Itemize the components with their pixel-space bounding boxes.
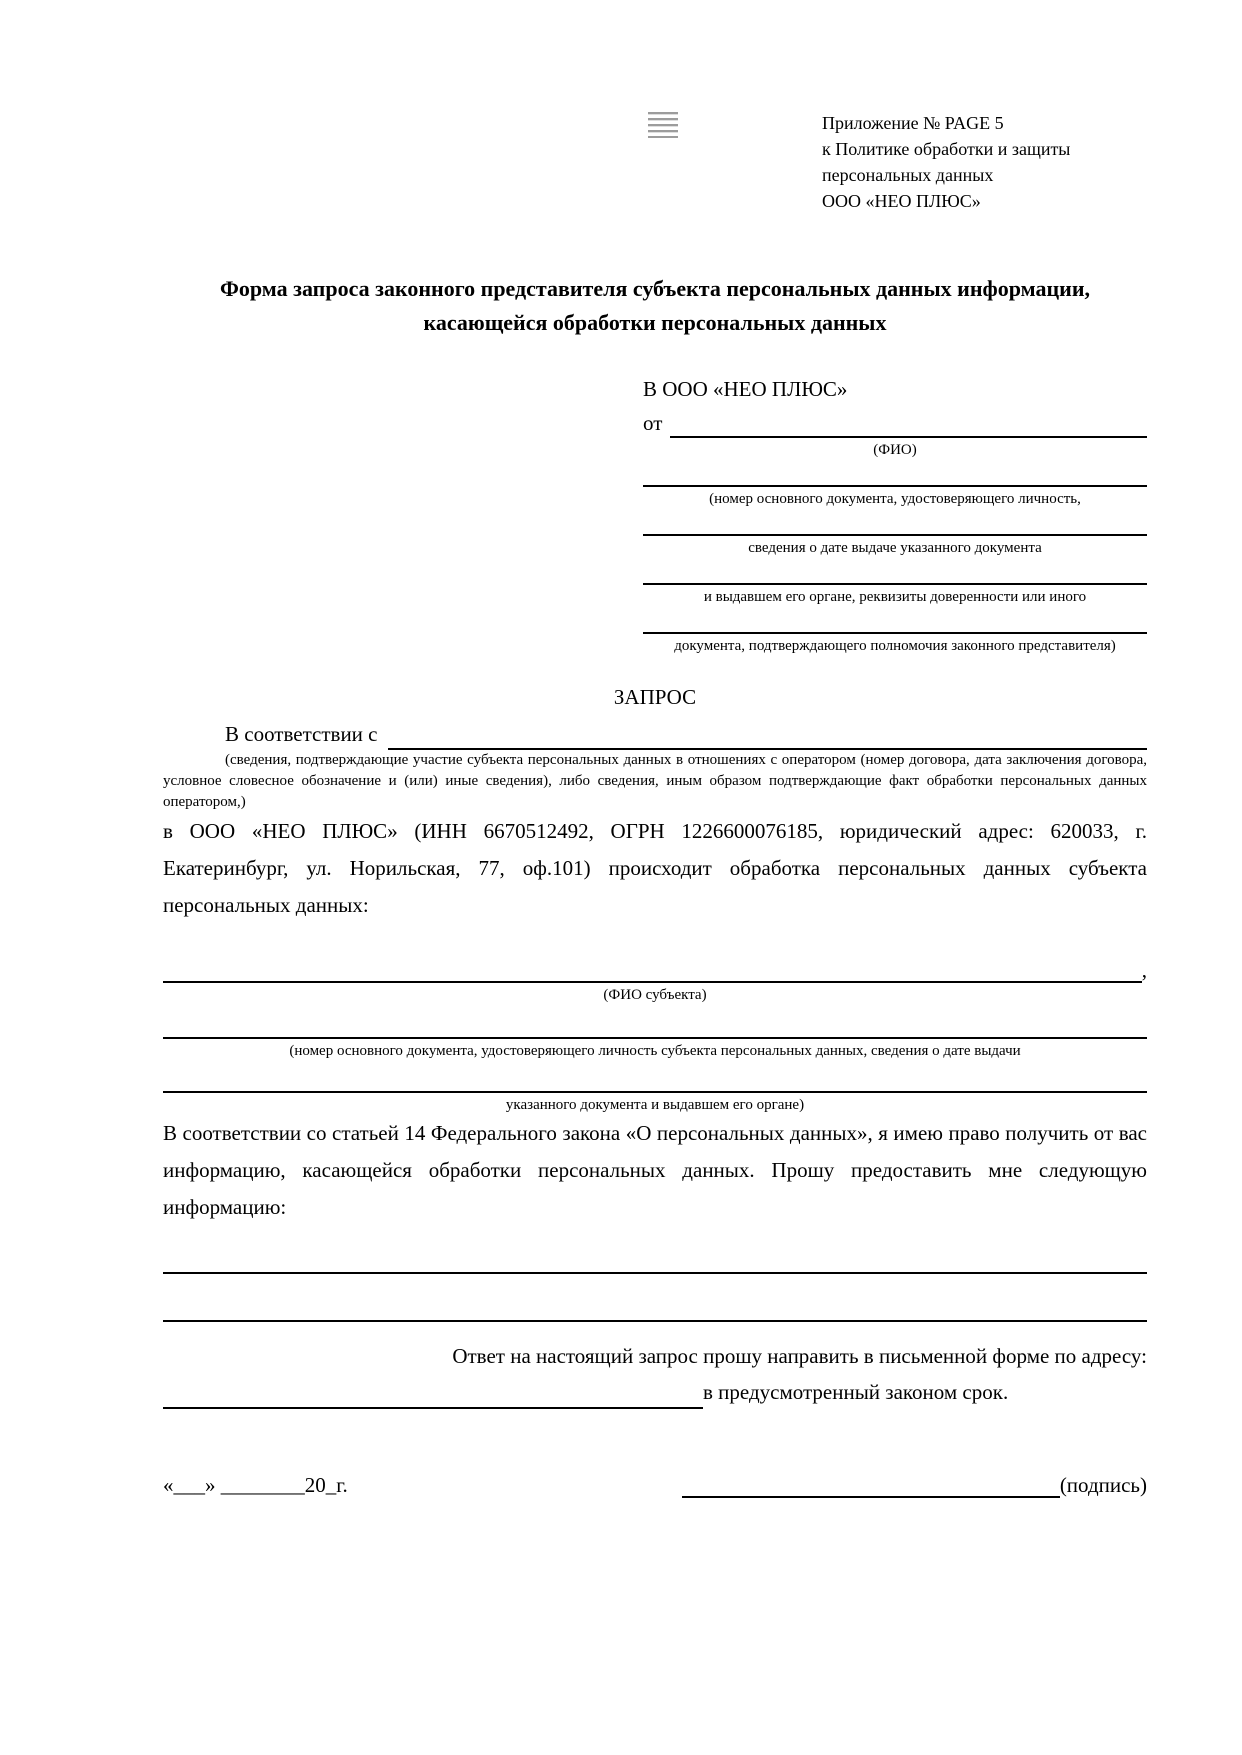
representative-doc-caption-2: сведения о дате выдаче указанного документа — [748, 540, 1042, 556]
from-label: от — [643, 411, 663, 435]
footer-row — [163, 1473, 1147, 1498]
subject-doc-caption-top: (номер основного документа, удостоверяющего личность субъекта персональных данных, сведения о дате выдачи — [289, 1043, 1021, 1059]
subject-fio-caption: (ФИО субъекта) — [603, 987, 707, 1003]
law-paragraph: В соответствии со статьей 14 Федерального закона «О персональных данных», я имею право получить от вас информацию, касающейся обработки персональных данных. Прошу предоставить мне следующую информацию: — [163, 1121, 1147, 1219]
operator-paragraph: в ООО «НЕО ПЛЮС» (ИНН 6670512492, ОГРН 1226600076185, юридический адрес: 620033, г. Екатеринбург, ул. Норильская, 77, оф.101) происходит обработка персональных данных субъекта персональных данных: — [163, 819, 1147, 917]
fill-line-info-2[interactable] — [163, 1320, 1147, 1322]
accordance-label: В соответствии с — [225, 722, 378, 746]
addressee-block — [643, 374, 1147, 656]
form-title: Форма запроса законного представителя субъекта персональных данных информации, касающейся обработки персональных данных — [220, 276, 1090, 335]
subject-fio-comma: , — [1141, 958, 1147, 982]
addressee-to: В ООО «НЕО ПЛЮС» — [643, 377, 848, 401]
fill-line-accordance[interactable] — [388, 728, 1148, 750]
representative-doc-caption-4: документа, подтверждающего полномочия законного представителя) — [674, 638, 1116, 654]
fill-line-representative-fio[interactable] — [670, 416, 1147, 438]
appendix-block — [822, 110, 1162, 214]
representative-doc-caption-3: и выдавшем его органе, реквизиты доверенности или иного — [703, 589, 1087, 605]
appendix-line-3: персональных данных — [822, 165, 994, 185]
embedded-image-icon — [648, 112, 678, 138]
date-line[interactable]: «___» ________20_г. — [163, 1473, 348, 1497]
document-body — [163, 272, 1147, 1498]
appendix-line-1: Приложение № PAGE 5 — [822, 113, 1004, 133]
accordance-note: (сведения, подтверждающие участие субъекта персональных данных в отношениях с оператором (номер договора, дата заключения договора, условное словесное обозначение и (или) иные сведения), либо сведения, иным образом подтверждающие факт обработки персональных данных оператором,) — [163, 752, 1147, 810]
representative-doc-caption-1: (номер основного документа, удостоверяющего личность, — [709, 491, 1081, 507]
appendix-line-4: ООО «НЕО ПЛЮС» — [822, 191, 981, 211]
subject-doc-caption-bottom: указанного документа и выдавшем его органе) — [505, 1097, 805, 1113]
fill-line-reply-address[interactable] — [163, 1387, 703, 1409]
signature-caption: (подпись) — [1059, 1473, 1147, 1497]
appendix-line-2: к Политике обработки и защиты — [822, 139, 1071, 159]
fill-line-signature[interactable] — [682, 1476, 1060, 1498]
request-heading: ЗАПРОС — [613, 685, 697, 709]
reply-address-line: Ответ на настоящий запрос прошу направить в письменной форме по адресу: — [452, 1344, 1147, 1368]
reply-term-suffix: в предусмотренный законом срок. — [703, 1380, 1009, 1404]
fill-line-info-1[interactable] — [163, 1272, 1147, 1274]
fill-line-subject-fio[interactable] — [163, 961, 1142, 983]
fio-caption: (ФИО) — [873, 442, 917, 458]
